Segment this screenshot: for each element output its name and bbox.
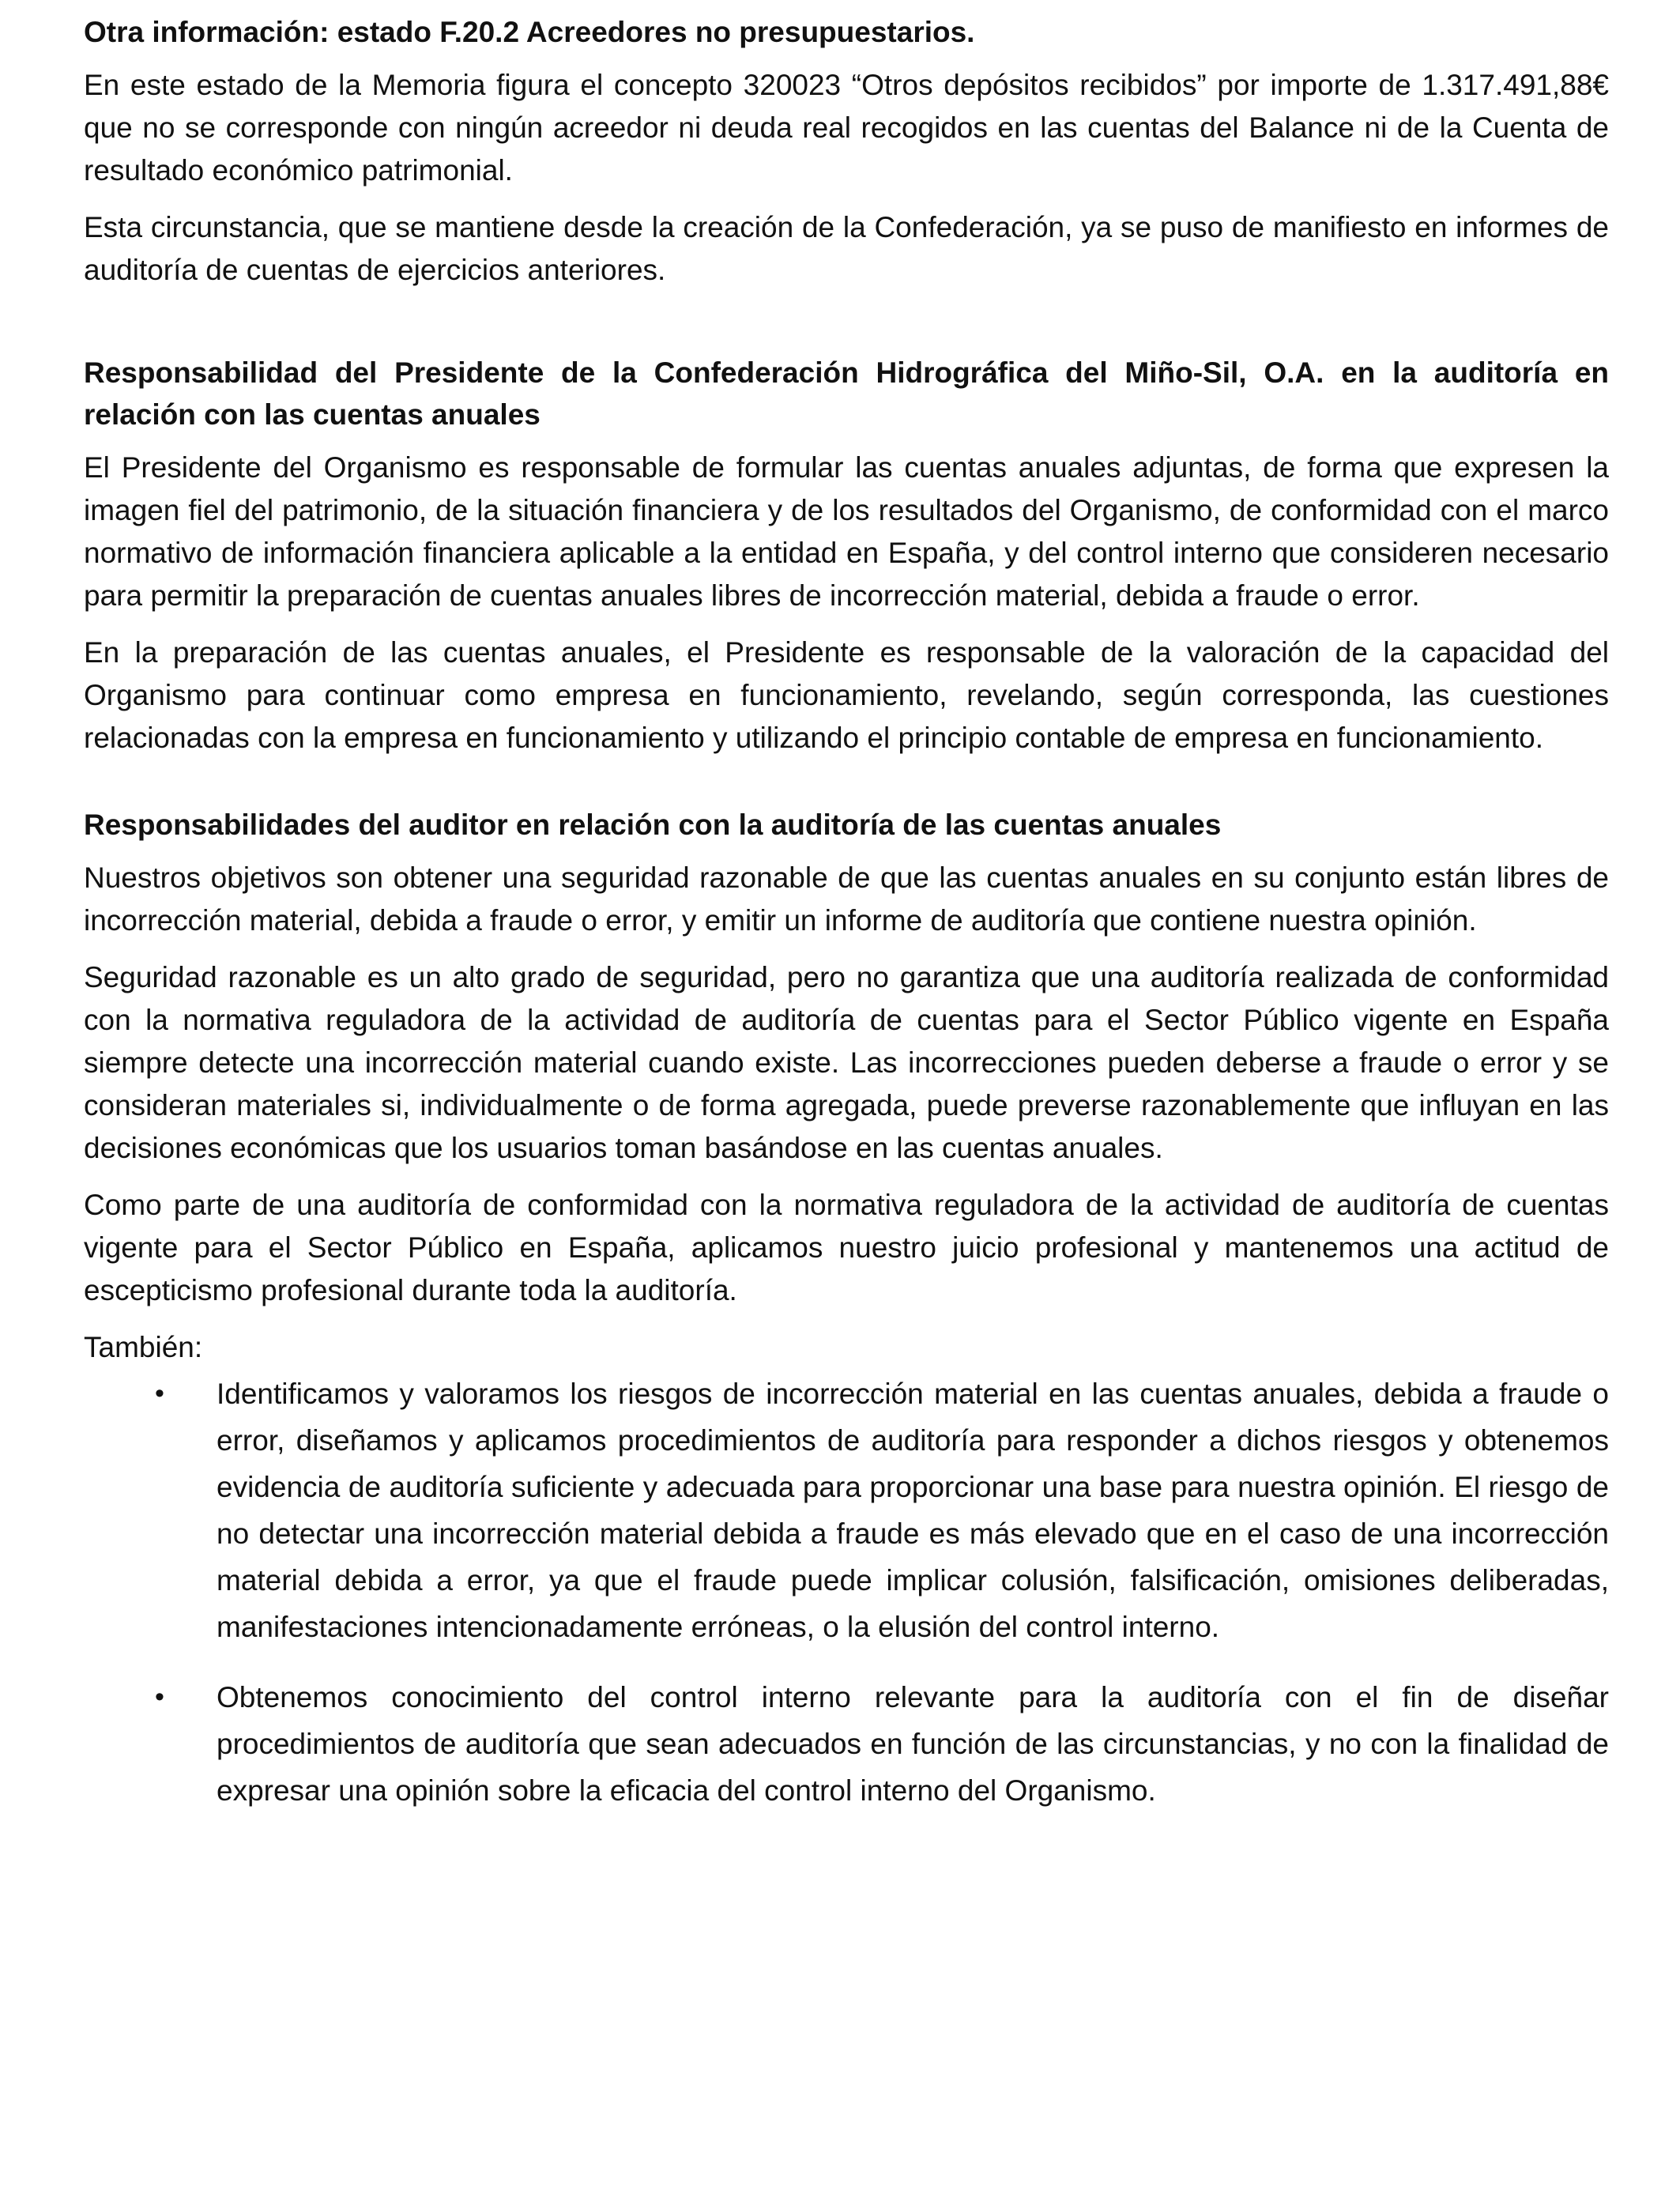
bullet-icon: •	[155, 1682, 164, 1712]
paragraph: Nuestros objetivos son obtener una seguridad razonable de que las cuentas anuales en su conjunto están libres de incorrección material, debida a fraude o error, y emitir un informe de auditoría que contiene nuestra opinión.	[84, 861, 1609, 937]
also-label: También:	[84, 1331, 203, 1363]
paragraph: El Presidente del Organismo es responsable de formular las cuentas anuales adjuntas, de forma que expresen la imagen fiel del patrimonio, de la situación financiera y de los resultados del Organismo, de conformidad con el marco normativo de información financiera aplicable a la entidad en España, y del control interno que consideren necesario para permitir la preparación de cuentas anuales libres de incorrección material, debida a fraude o error.	[84, 451, 1609, 612]
section-heading: Responsabilidad del Presidente de la Confederación Hidrográfica del Miño-Sil, O.A. en la auditoría en relación con las cuentas anuales	[84, 356, 1609, 431]
bullet-item	[155, 1370, 1609, 1650]
paragraph: Esta circunstancia, que se mantiene desde la creación de la Confederación, ya se puso de manifiesto en informes de auditoría de cuentas de ejercicios anteriores.	[84, 211, 1609, 286]
section-spacer	[84, 306, 1609, 352]
section-auditor-responsibility	[84, 804, 1609, 1814]
paragraph: Seguridad razonable es un alto grado de seguridad, pero no garantiza que una auditoría realizada de conformidad con la normativa reguladora de la actividad de auditoría de cuentas para el Sector Público vigente en España siempre detecte una incorrección material cuando existe. Las incorrecciones pueden deberse a fraude o error y se consideran materiales si, individualmente o de forma agregada, puede preverse razonablemente que influyan en las decisiones económicas que los usuarios toman basándose en las cuentas anuales.	[84, 961, 1609, 1164]
section-spacer	[84, 774, 1609, 804]
bullet-icon: •	[155, 1378, 164, 1408]
section-president-responsibility	[84, 352, 1609, 760]
bullet-list	[84, 1370, 1609, 1814]
paragraph: Como parte de una auditoría de conformidad con la normativa reguladora de la actividad de auditoría de cuentas vigente para el Sector Público en España, aplicamos nuestro juicio profesional y mantenemos una actitud de escepticismo profesional durante toda la auditoría.	[84, 1189, 1609, 1306]
paragraph: En este estado de la Memoria figura el concepto 320023 “Otros depósitos recibidos” por importe de 1.317.491,88€ que no se corresponde con ningún acreedor ni deuda real recogidos en las cuentas del Balance ni de la Cuenta de resultado económico patrimonial.	[84, 69, 1609, 187]
section-other-information	[84, 11, 1609, 292]
document-page	[84, 11, 1609, 1838]
paragraph: En la preparación de las cuentas anuales, el Presidente es responsable de la valoración de la capacidad del Organismo para continuar como empresa en funcionamiento, revelando, según corresponda, las cuestiones relacionadas con la empresa en funcionamiento y utilizando el principio contable de empresa en funcionamiento.	[84, 636, 1609, 754]
bullet-item	[155, 1674, 1609, 1814]
bullet-text: Obtenemos conocimiento del control interno relevante para la auditoría con el fin de diseñar procedimientos de auditoría que sean adecuados en función de las circunstancias, y no con la finalidad de expresar una opinión sobre la eficacia del control interno del Organismo.	[217, 1681, 1609, 1807]
bullet-text: Identificamos y valoramos los riesgos de incorrección material en las cuentas anuales, debida a fraude o error, diseñamos y aplicamos procedimientos de auditoría para responder a dichos riesgos y obtenemos evidencia de auditoría suficiente y adecuada para proporcionar una base para nuestra opinión. El riesgo de no detectar una incorrección material debida a fraude es más elevado que en el caso de una incorrección material debida a error, ya que el fraude puede implicar colusión, falsificación, omisiones deliberadas, manifestaciones intencionadamente erróneas, o la elusión del control interno.	[217, 1378, 1609, 1643]
section-heading: Responsabilidades del auditor en relación con la auditoría de las cuentas anuales	[84, 809, 1222, 841]
section-heading: Otra información: estado F.20.2 Acreedores no presupuestarios.	[84, 16, 975, 48]
